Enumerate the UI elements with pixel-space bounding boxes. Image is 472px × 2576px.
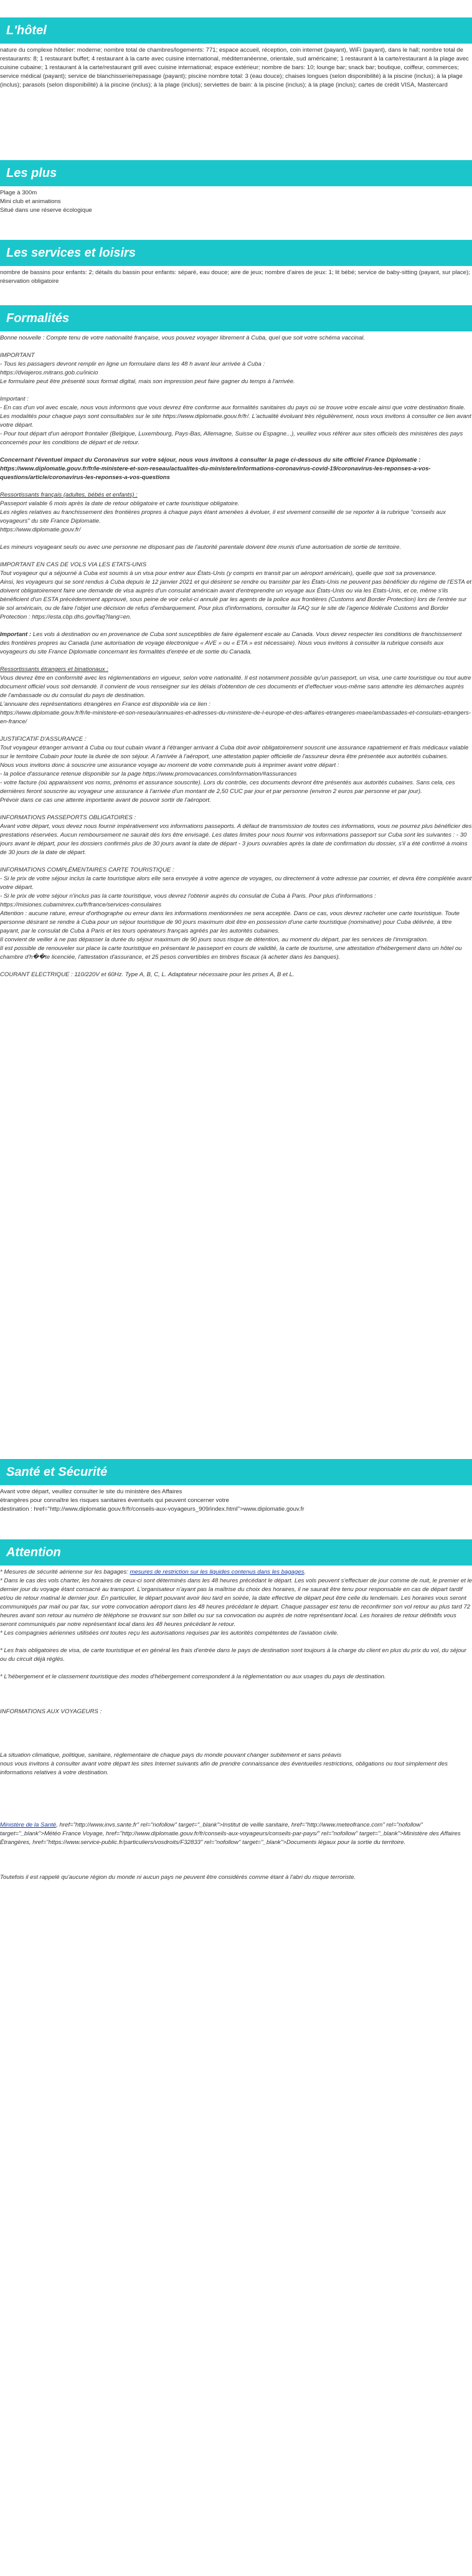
foreign-title: Ressortissants étrangers et binationaux :	[0, 666, 108, 673]
insurance-text: Prévoir dans ce cas une attente importante avant de pouvoir sortir de l'aéroport.	[0, 797, 211, 804]
terrorism-notice: Toutefois il est rappelé qu'aucune région du monde ni aucun pays ne peuvent être considérés comme étant à l'abri du risque terroriste.	[0, 1874, 356, 1881]
usa-text: Ainsi, les voyageurs qui se sont rendus à Cuba depuis le 12 janvier 2021 et qui désirent se rendre ou transiter par les États-Unis ne peuvent pas bénéficier du régime de l'ESTA et doivent obligatoirement faire une demande de visa auprès d'un consulat américain avant d'entreprendre un voyage aux États-Unis ou via les Etats-Unis, et ce, même s'ils bénéficient d'un ESTA précédemment approuvé, sous peine de voir celui-ci annulé par les agents de la police aux frontières (Customs and Border Protection) lors de l'entrée sur le sol américain, ou de faire l'objet une décision de refus d'embarquement. Pour plus d'informations, consulter la FAQ sur le site de l'agence fédérale Customs and Border Protection : https://esta.cbp.dhs.gov/faq?lang=en.	[0, 579, 471, 620]
section-services	[0, 240, 472, 286]
important-title: Important :	[0, 396, 29, 402]
tourist-card-text: Il est possible de renouveler sur place la carte touristique en présentant le passeport en cours de validité, la carte de tourisme, une attestation d'hébergement dans un hôtel ou chambre d'h��te licenciée, l'attestation d'assurance, et 25 pesos convertibles en timbres fiscaux (à acheter dans les banques).	[0, 945, 462, 961]
useful-links: Ministère de la Santé, href="http://www.invs.sante.fr" rel="nofollow" target="_blank">Institut de veille sanitaire, href="http://www.meteofrance.com" rel="nofollow" target="_blank">Météo France Voyage, href="http://www.diplomatie.gouv.fr/fr/conseils-aux-voyageurs/conseils-par-pays/" rel="nofollow" target="_blank">Ministère des Affaires Étrangères, href="https://www.service-public.fr/particuliers/vosdroits/F32833" rel="nofollow" target="_blank">Documents légaux pour la sortie du territoire.	[0, 1822, 461, 1846]
section-title-services: Les services et loisirs	[0, 240, 472, 266]
section-title-attention: Attention	[0, 1539, 472, 1566]
insurance-text: Tout voyageur étranger arrivant à Cuba ou tout cubain vivant à l'étranger arrivant à Cuba doit avoir obligatoirement souscrit une assurance rapatriement et frais médicaux valable sur le territoire Cubain pour toute la durée de son séjour. A l'arrivée à l'aéroport, une attestation papier officielle de l'assureur devra être présentée aux autorités cubaines.	[0, 744, 469, 760]
important-line: - En cas d'un vol avec escale, nous vous informons que vous devrez être conforme aux formalités sanitaires du pays où se trouve votre escale ainsi que votre destination finale.	[0, 404, 466, 411]
section-title-sante: Santé et Sécurité	[0, 1459, 472, 1485]
sante-line: étrangères pour connaître les risques sanitaires éventuels qui peuvent concerner votre	[0, 1497, 229, 1504]
services-description: nombre de bassins pour enfants: 2; détails du bassin pour enfants: séparé, eau douce; aire de jeux; nombre d'aires de jeux: 1; lit bébé; service de baby-sitting (payant, sur place); réservation obligatoire	[0, 269, 470, 285]
hotel-description: nature du complexe hôtelier: moderne; nombre total de chambres/logements: 771; espace accueil, réception, coin internet (payant), WiFi (payant), dans le hall; nombre total de restaurants: 8; 1 restaurant buffet; 4 restaurant à la carte avec cuisine international, méditerranéenne, orientale, sud américaine; 1 restaurant à la carte/restaurant à la plage avec cuisine cubaine; 1 restaurant à la carte/restaurant grill avec cuisine international; espace extérieur; nombre de bars: 10; lounge bar; snack bar; boutique, coiffeur, commerces; service médical (payant); service de blanchisserie/repassage (payant); piscine nombre total: 3 (eau douce); chaises longues (selon disponibilité) à la piscine (inclus); à la plage (inclus); parasols (selon disponibilité) à la piscine (inclus); à la plage (inclus); serviettes de bain: à la piscine (inclus); à la plage (inclus); cartes de crédit VISA, Mastercard	[0, 47, 469, 88]
section-title-formalites: Formalités	[0, 305, 472, 331]
traveler-info-title: INFORMATIONS AUX VOYAGEURS :	[0, 1708, 102, 1715]
usa-title: IMPORTANT EN CAS DE VOLS VIA LES ETATS-UNIS	[0, 561, 147, 568]
section-sante	[0, 1459, 472, 1514]
insurance-text: Nous vous invitons donc à souscrire une assurance voyage au moment de votre commande puis à imprimer avant votre départ :	[0, 762, 339, 769]
formalites-intro: Bonne nouvelle : Compte tenu de votre nationalité française, vous pouvez voyager librement à Cuba, quel que soit votre schéma vaccinal.	[0, 335, 366, 341]
minors-notice: Les mineurs voyageant seuls ou avec une personne ne disposant pas de l'autorité parentale doivent être munis d'une autorisation de sortie de territoire.	[0, 544, 402, 551]
attention-accommodation: * L'hébergement et le classement touristique des modes d'hébergement correspondent à la réglementation ou aux usages du pays de destination.	[0, 1673, 386, 1680]
important-line: - Tous les passagers devront remplir en ligne un formulaire dans les 48 h avant leur arrivée à Cuba :	[0, 361, 265, 368]
section-title-plus: Les plus	[0, 160, 472, 186]
tourist-card-text: Attention : aucune rature, erreur d'orthographe ou erreur dans les informations mentionnées ne sera acceptée. Dans ce cas, vous devrez racheter une carte touristique. Toute personne désirant se rendre à Cuba pour un séjour touristique de 90 jours maximum doit être en possession d'une carte touristique (nominative) pour Cuba délivrée, à titre payant, par le consulat de Cuba à Paris et les tours opérateurs français agréés par les autorités cubaines.	[0, 910, 460, 934]
attention-airlines: * Les compagnies aériennes utilisées ont toutes reçu les autorisations requises par les autorités compétentes de l'aviation civile.	[0, 1630, 339, 1637]
attention-baggage: * Mesures de sécurité aérienne sur les bagages: mesures de restriction sur les liquides contenus dans les bagages.	[0, 1569, 306, 1576]
passport-text: Avant votre départ, vous devez nous fournir impérativement vos informations passeports. A défaut de transmission de toutes ces informations, vous ne pourrez plus bénéficier des prestations réservées. Aucun remboursement ne saurait dès lors être envisagé. Les dates limites pour nous fournir vos informations passeport sur Cuba sont les suivantes : - 30 jours avant le départ, pour les dossiers confirmés plus de 30 jours avant la date de départ - 3 jours ouvrables après la date de confirmation du dossier, s'il a été confirmé à moins de 30 jours de la date de départ.	[0, 823, 472, 856]
liquids-restriction-link[interactable]: mesures de restriction sur les liquides contenus dans les bagages	[130, 1569, 304, 1576]
plus-item: Situé dans une réserve écologique	[0, 207, 92, 214]
ministry-health-link[interactable]: Ministère de la Santé	[0, 1822, 57, 1828]
passport-title: INFORMATIONS PASSEPORTS OBLIGATOIRES :	[0, 814, 136, 821]
plus-item: Mini club et animations	[0, 198, 61, 205]
covid-notice: Concernant l'éventuel impact du Coronavirus sur votre séjour, nous vous invitons à consulter la page ci-dessous du site officiel France Diplomatie :	[0, 457, 421, 463]
residents-line: Passeport valable 6 mois après la date de retour obligatoire et carte touristique obligatoire.	[0, 500, 240, 507]
section-plus	[0, 160, 472, 215]
covid-link[interactable]: https://www.diplomatie.gouv.fr/fr/le-ministere-et-son-reseau/actualites-du-ministere/informations-coronavirus-covid-19/coronavirus-les-reponses-a-vos-questions/article/coronavirus-les-reponses-a-vos-questions	[0, 465, 431, 481]
usa-text: Tout voyageur qui a séjourné à Cuba est soumis à un visa pour entrer aux États-Unis (y compris en transit par un aéroport américain), quelle que soit sa provenance.	[0, 570, 437, 577]
foreign-text: Vous devrez être en conformité avec les réglementations en vigueur, selon votre nationalité. Il est notamment possible qu'un passeport, un visa, une carte touristique ou tout autre document officiel vous soit demandé. Il convient de vous renseigner sur les délais d'obtention de ces documents et d'effectuer vous-même sans attendre les démarches auprès de l'ambassade ou du consulat du pays de destination.	[0, 675, 471, 699]
section-title-hotel: L'hôtel	[0, 17, 472, 44]
plus-item: Plage à 300m	[0, 189, 37, 196]
sante-line: destination : href="http://www.diplomatie.gouv.fr/fr/conseils-aux-voyageurs_909/index.html">www.diplomatie.gouv.fr	[0, 1506, 304, 1513]
canada-text: Les vols à destination ou en provenance de Cuba sont susceptibles de faire également escale au Canada. Vous devez respecter les conditions de franchissement des frontières propres au Canada (une autorisation de voyage électronique « AVE » ou « ETA » est nécessaire). Nous vous invitons à consulter la rubrique conseils aux voyageurs du site France Diplomatie concernant les formalités d'entrée et de sortie du Canada.	[0, 631, 462, 655]
section-hotel	[0, 17, 472, 90]
traveler-info-text: La situation climatique, politique, sanitaire, réglementaire de chaque pays du monde pouvant changer subitement et sans préavis	[0, 1752, 342, 1759]
form-link[interactable]: https://dviajeros.mitrans.gob.cu/inicio	[0, 369, 98, 376]
diplomatie-link[interactable]: https://www.diplomatie.gouv.fr/	[0, 526, 81, 533]
tourist-card-text: - Si le prix de votre séjour inclus la carte touristique alors elle sera envoyée à votre agence de voyages, ou directement à votre adresse par courrier, et devra être complétée avant votre départ.	[0, 875, 472, 891]
foreign-link[interactable]: https://www.diplomatie.gouv.fr/fr/le-ministere-et-son-reseau/annuaires-et-adresses-du-ministere-de-l-europe-et-des-affaires-etrangeres-maee/ambassades-et-consulats-etrangers-en-france/	[0, 710, 471, 725]
sante-line: Avant votre départ, veuillez consulter le site du ministère des Affaires	[0, 1488, 182, 1495]
attention-charter: * Dans le cas des vols charter, les horaires de ceux-ci sont déterminés dans les 48 heures précédant le départ. Les vols peuvent s'effectuer de jour comme de nuit, le premier et le dernier jour du voyage étant consacré au transport. L'organisateur n'ayant pas la maîtrise du choix des horaires, il ne saurait être tenu pour responsable en cas de départ tardif et/ou de retour matinal le dernier jour. En particulier, le départ pouvant avoir lieu tard en soirée, la date effective de départ peut être celle du lendemain. Les horaires vous seront communiqués par mail ou par fax, sur votre convocation aéroport dans les 48 heures précédant le départ. Chaque passager est tenu de reconfirmer son vol retour au plus tard 72 heures avant son retour au numéro de téléphone se trouvant sur son billet ou sur sa convocation ou auprès de notre représentant local. Les horaires de retour définitifs vous seront communiqués par notre représentant local dans les 48 heures précédant le retour.	[0, 1577, 472, 1628]
important-title: IMPORTANT	[0, 352, 35, 359]
insurance-text: - la police d'assurance retenue disponible sur la page https://www.promovacances.com/information/#assurances	[0, 771, 297, 777]
important-line: - Pour tout départ d'un aéroport frontalier (Belgique, Luxembourg, Pays-Bas, Allemagne, Suisse ou Espagne...), veuillez vous référer aux sites officiels des ministères des pays concernés pour les conditions de départ et de retour.	[0, 430, 463, 446]
attention-fees: * Les frais obligatoires de visa, de carte touristique et en général les frais d'entrée dans le pays de destination sont toujours à la charge du client en plus du prix du vol, du séjour ou du circuit déjà réglés.	[0, 1647, 466, 1663]
important-line: Les modalités pour chaque pays sont consultables sur le site https://www.diplomatie.gouv.fr/fr/. L'actualité évoluant très régulièrement, nous vous invitons à consulter ce lien avant votre départ.	[0, 413, 471, 429]
tourist-card-title: INFORMATIONS COMPLÉMENTAIRES CARTE TOURISTIQUE :	[0, 867, 174, 873]
insurance-title: JUSTIFICATIF D'ASSURANCE :	[0, 736, 87, 743]
residents-line: Les règles relatives au franchissement des frontières propres à chaque pays étant amenées à évoluer, il est vivement conseillé de se reporter à la rubrique "conseils aux voyageurs" du site France Diplomatie.	[0, 509, 446, 525]
important-label: Important :	[0, 631, 32, 638]
important-line: Le formulaire peut être présenté sous format digital, mais son impression peut faire gagner du temps à l'arrivée.	[0, 378, 295, 385]
section-formalites	[0, 305, 472, 979]
traveler-info-text: nous vous invitons à consulter avant votre départ les sites Internet suivants afin de prendre connaissance des éventuelles restrictions, obligations ou tout simplement des informations relatives à votre destination.	[0, 1761, 448, 1776]
section-attention	[0, 1539, 472, 1882]
tourist-card-text: - Si le prix de votre séjour n'inclus pas la carte touristique, vous devrez l'obtenir auprès du consulat de Cuba à Paris. Pour plus d'informations : https://misiones.cubaminrex.cu/fr/france/services-consulaires	[0, 893, 376, 908]
electricity-info: COURANT ELECTRIQUE : 110/220V et 60Hz. Type A, B, C, L. Adaptateur nécessaire pour les prises A, B et L.	[0, 971, 295, 978]
residents-title: Ressortissants français (adultes, bébés et enfants) :	[0, 492, 138, 498]
tourist-card-text: Il convient de veiller à ne pas dépasser la durée du séjour maximum de 90 jours sous risque de détention, au moment du départ, par les services de l'immigration.	[0, 936, 428, 943]
insurance-text: - votre facture (où apparaissent vos noms, prénoms et assurance souscrite). Lors du contrôle, ces documents devront être présentés aux autorités cubaines. Sans cela, ces dernières feront souscrire au voyageur une assurance à l'arrivée d'un montant de 2,50 CUC par jour et par personne (environ 2 euros par personne et par jour).	[0, 779, 455, 795]
foreign-text: L'annuaire des représentations étrangères en France est disponible via ce lien :	[0, 701, 210, 708]
